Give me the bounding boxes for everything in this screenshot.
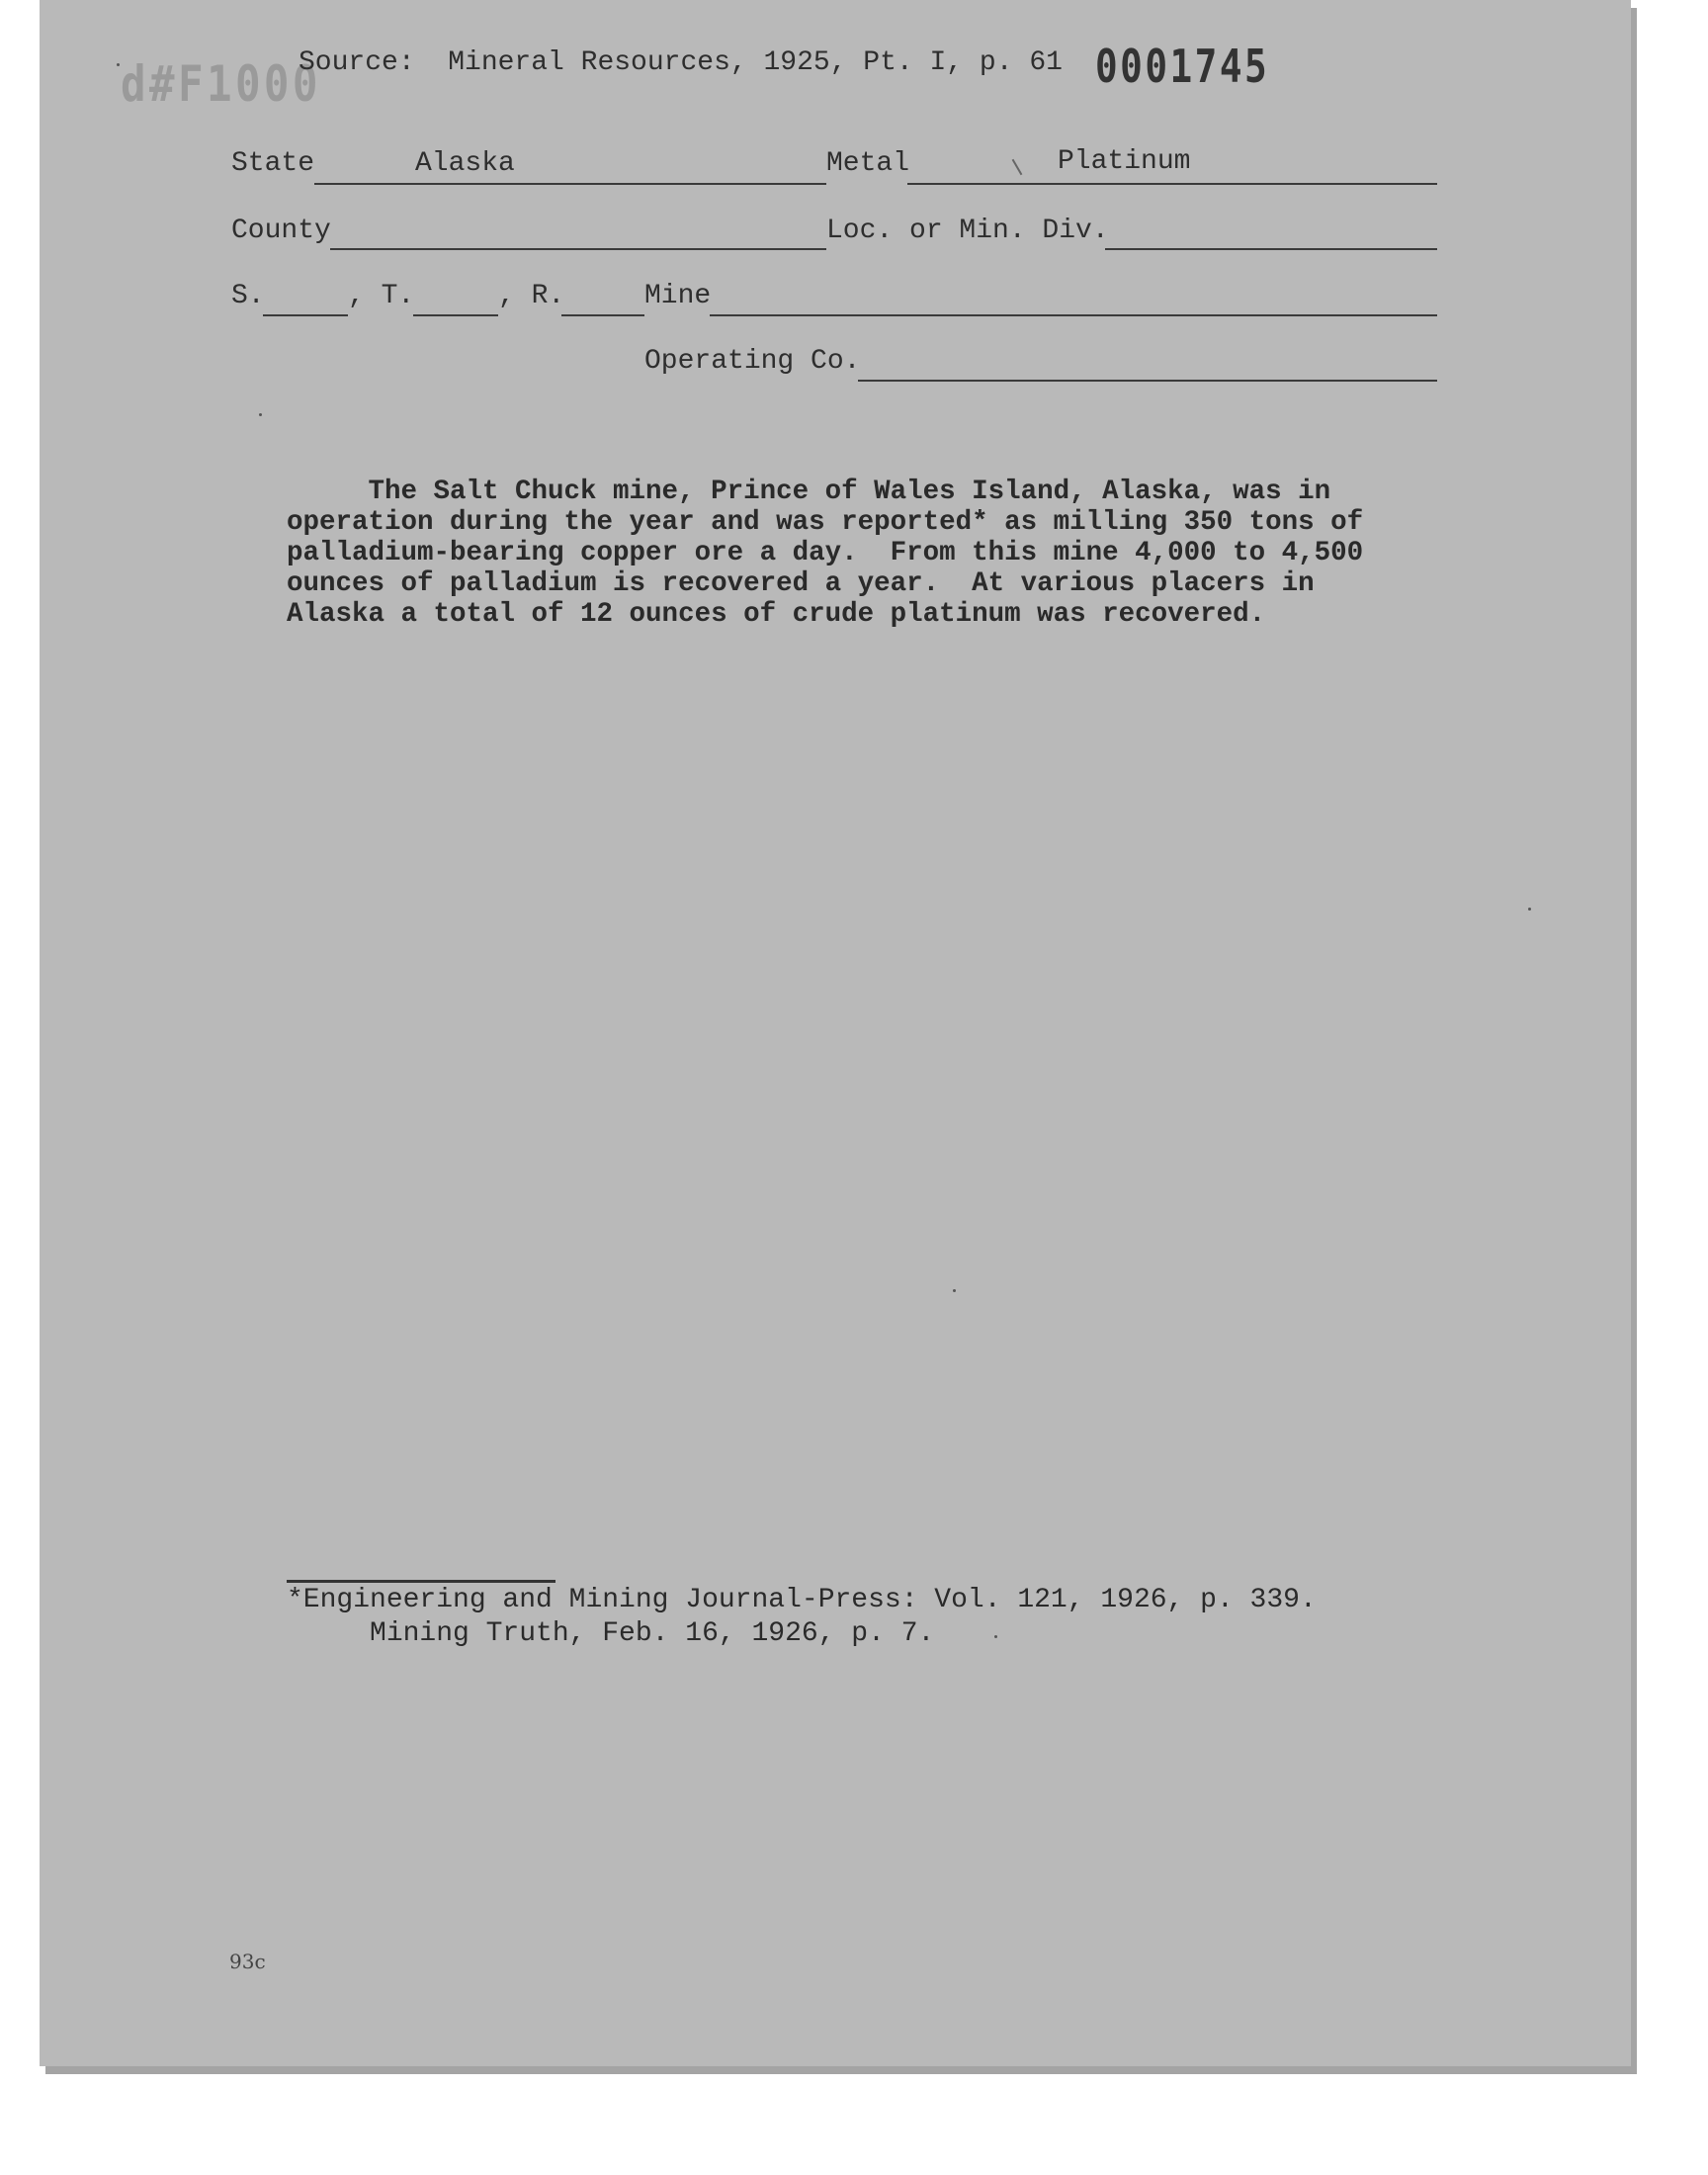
township-label: , T. (348, 281, 415, 311)
footnote-rule (287, 1580, 555, 1583)
page-code: 93c (229, 1950, 266, 1973)
loc-underline (1105, 248, 1437, 250)
document-sheet (40, 0, 1631, 2066)
body-line: operation during the year and was reported* as milling 350 tons of (287, 507, 1364, 538)
operating-co-underline (858, 380, 1437, 382)
source-line: Source: Mineral Resources, 1925, Pt. I, p. 61 (299, 47, 1063, 78)
metal-value: Platinum (1058, 146, 1191, 177)
ghost-stamp: d#F1000 (121, 55, 321, 113)
county-label: County (231, 216, 331, 246)
operating-co-label: Operating Co. (644, 346, 861, 377)
state-value: Alaska (415, 148, 515, 179)
section-label: S. (231, 281, 265, 311)
scan-speck (953, 1289, 956, 1292)
state-underline (314, 183, 826, 185)
footnote-line-2: Mining Truth, Feb. 16, 1926, p. 7. (287, 1618, 935, 1649)
body-line: Alaska a total of 12 ounces of crude platinum was recovered. (287, 599, 1266, 630)
document-number-stamp: 0001745 (1095, 40, 1270, 93)
body-paragraph (287, 477, 1413, 630)
loc-label: Loc. or Min. Div. (826, 216, 1109, 246)
mine-label: Mine (644, 281, 712, 311)
scan-speck (994, 1635, 997, 1638)
body-line: ounces of palladium is recovered a year. At various placers in (287, 568, 1315, 599)
scan-speck (259, 413, 262, 416)
metal-label: Metal (826, 148, 910, 179)
county-underline (330, 248, 826, 250)
range-underline (561, 314, 644, 316)
body-line: palladium-bearing copper ore a day. From this mine 4,000 to 4,500 (287, 538, 1364, 568)
body-line: The Salt Chuck mine, Prince of Wales Island, Alaska, was in (287, 477, 1331, 507)
footnote (287, 1584, 1317, 1651)
metal-underline (907, 183, 1437, 185)
scan-speck (1528, 908, 1531, 911)
scan-margin (0, 2094, 1708, 2175)
range-label: , R. (498, 281, 565, 311)
footnote-line-1: *Engineering and Mining Journal-Press: Vol. 121, 1926, p. 339. (287, 1585, 1317, 1615)
mine-underline (710, 314, 1437, 316)
section-underline (263, 314, 348, 316)
township-underline (413, 314, 498, 316)
scan-speck (117, 63, 120, 66)
state-label: State (231, 148, 315, 179)
